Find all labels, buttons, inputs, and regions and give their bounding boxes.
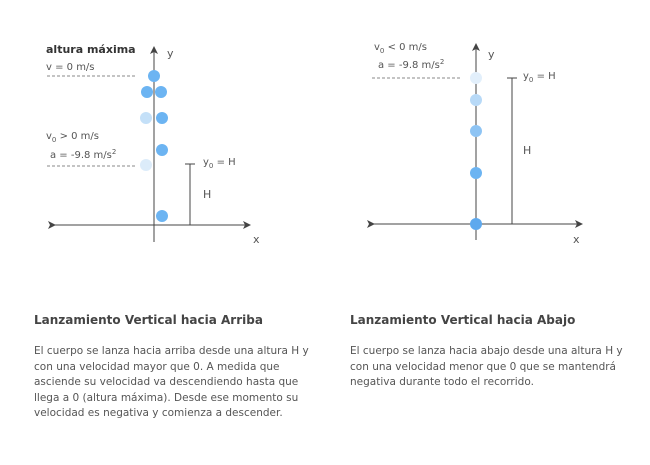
ball	[470, 167, 482, 179]
height-label: H	[523, 144, 532, 157]
section-title: Lanzamiento Vertical hacia Arriba	[34, 313, 263, 327]
section-upward-throw	[34, 313, 324, 422]
ball	[148, 70, 160, 82]
y-axis-label: y	[488, 48, 495, 61]
panel-up	[46, 43, 260, 246]
ball	[155, 86, 167, 98]
ball	[140, 112, 152, 124]
height-label: H	[203, 188, 212, 201]
max-height-label: altura máxima	[46, 43, 136, 56]
ball	[140, 159, 152, 171]
x-axis-label: x	[573, 233, 580, 246]
initial-velocity-label: $v_0 < 0$ m/s	[374, 42, 427, 55]
initial-velocity-label: $v_0 > 0$ m/s	[46, 131, 99, 144]
max-velocity-label: v = 0 m/s	[46, 62, 95, 73]
y0-label: $y_0 = H$	[523, 71, 556, 84]
ball	[470, 125, 482, 137]
section-downward-throw	[350, 313, 640, 391]
section-title: Lanzamiento Vertical hacia Abajo	[350, 313, 576, 327]
ball	[141, 86, 153, 98]
ball	[470, 218, 482, 230]
acceleration-label: a = -9.8 $m/s^2$	[50, 148, 117, 161]
ball	[156, 210, 168, 222]
section-description: El cuerpo se lanza hacia arriba desde una altura H y con una velocidad mayor que 0. A medida que asciende su velocidad va descendiendo hasta que llega a 0 (altura máxima). Desde ese momento su velocidad es negativa y comienza a descender.	[34, 345, 309, 419]
acceleration-label: a = -9.8 $m/s^2$	[378, 58, 445, 71]
ball	[156, 144, 168, 156]
panel-down	[372, 42, 582, 246]
ball	[470, 72, 482, 84]
x-axis-label: x	[253, 233, 260, 246]
section-description: El cuerpo se lanza hacia abajo desde una altura H y con una velocidad menor que 0 que se mantendrá negativa durante todo el recorrido.	[350, 345, 623, 388]
y0-label: $y_0 = H$	[203, 157, 236, 170]
ball	[470, 94, 482, 106]
ball	[156, 112, 168, 124]
y-axis-label: y	[167, 47, 174, 60]
